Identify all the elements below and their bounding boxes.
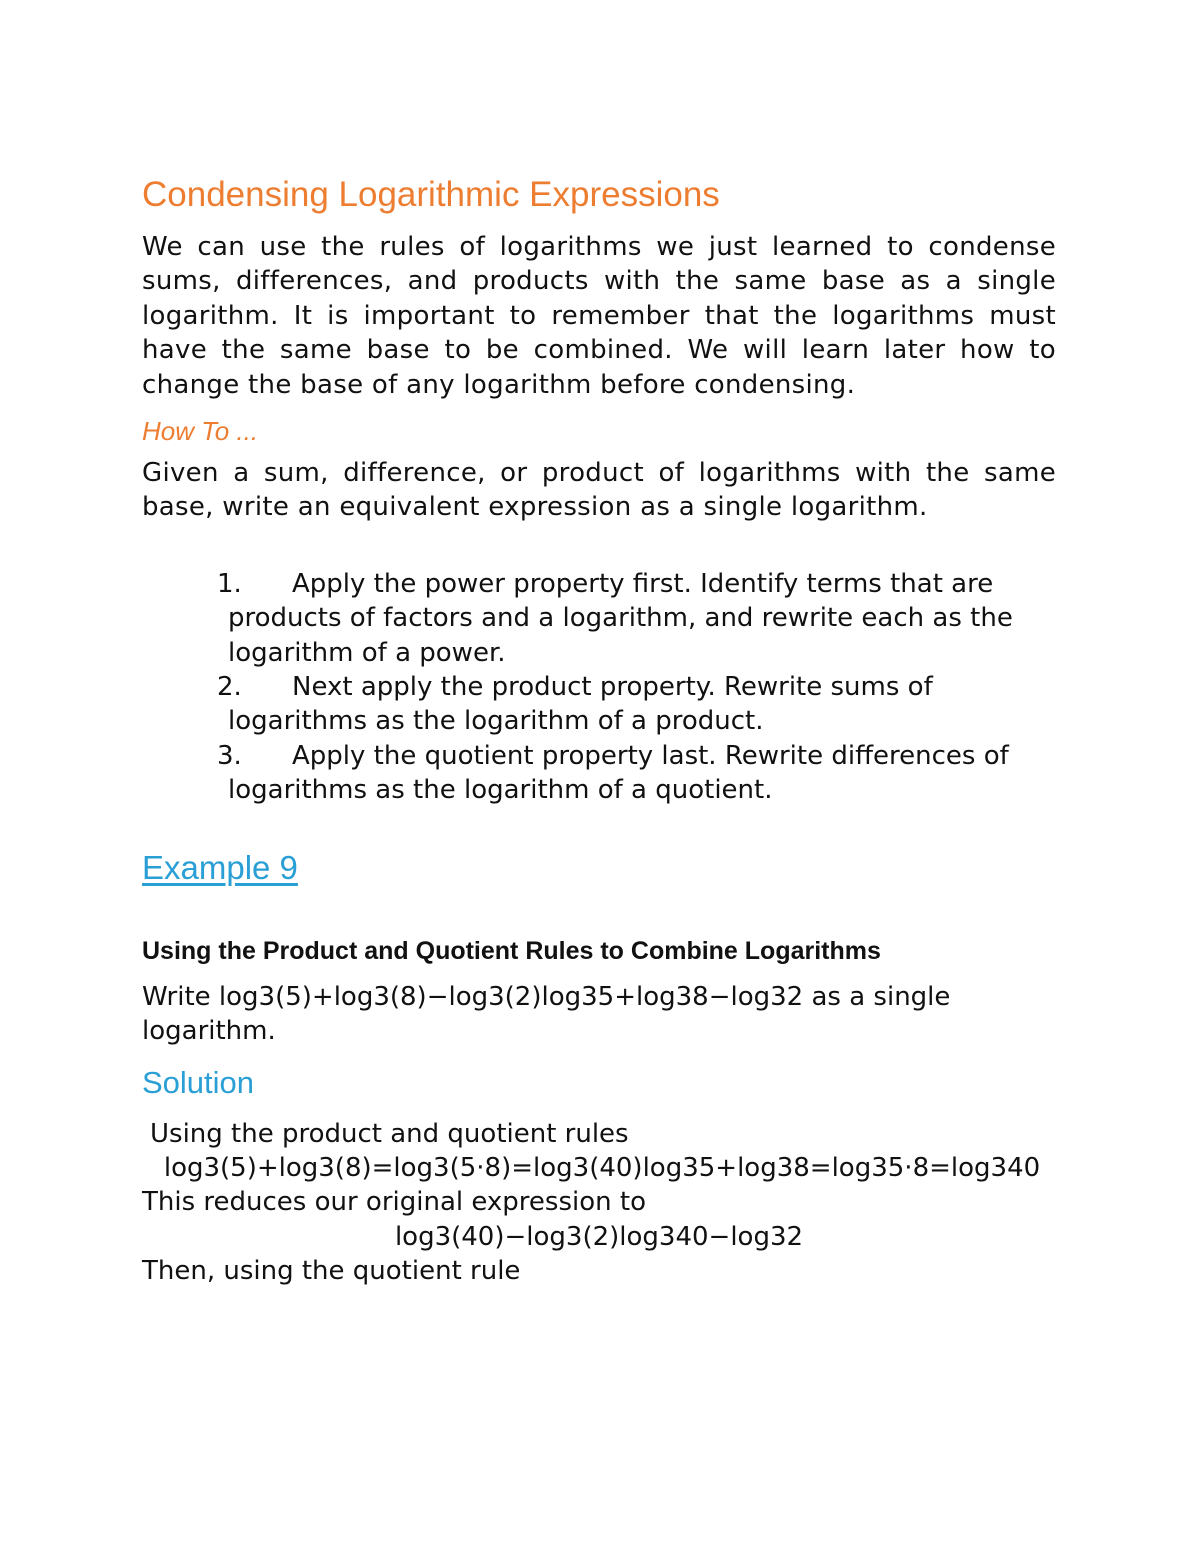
step-text: Apply the quotient property last. Rewrite differences of logarithms as the logarithm of a quotient.: [228, 740, 1009, 806]
example-heading: Using the Product and Quotient Rules to Combine Logarithms: [142, 936, 881, 965]
solution-intro: Using the product and quotient rules: [150, 1118, 629, 1149]
how-to-label: How To ...: [142, 416, 259, 447]
then-text: Then, using the quotient rule: [142, 1256, 521, 1287]
document-content: [142, 170, 1056, 1289]
intro-paragraph: We can use the rules of logarithms we just learned to condense sums, differences, and products with the same base as a single logarithm. It is important to remember that the logarithms must have the same base to be combined. We will learn later how to change the base of any logarithm before condensing.: [142, 232, 1056, 400]
how-to-text: Given a sum, difference, or product of logarithms with the same base, write an equivalent expression as a single logarithm.: [142, 458, 1056, 523]
equation-product: log3(5)+log3(8)=log3(5·8)=log3(40)log35+log38=log35·8=log340: [163, 1152, 1041, 1183]
step-number: 3.: [217, 740, 242, 771]
example-link[interactable]: Example 9: [142, 848, 298, 886]
solution-heading: Solution: [142, 1064, 255, 1100]
steps-list: [142, 567, 1056, 808]
section-title: Condensing Logarithmic Expressions: [142, 175, 720, 214]
step-text: Apply the power property first. Identify terms that are products of factors and a logarithm, and rewrite each as the logarithm of a power.: [228, 568, 1013, 668]
list-item: [217, 670, 1056, 739]
list-item: [217, 739, 1056, 808]
reduce-text: This reduces our original expression to: [142, 1187, 646, 1218]
example-prompt: Write log3(5)+log3(8)−log3(2)log35+log38−log32 as a single logarithm.: [142, 981, 951, 1047]
list-item: [217, 567, 1056, 670]
equation-reduced: log3(40)−log3(2)log340−log32: [394, 1221, 804, 1252]
step-number: 2.: [217, 672, 242, 703]
step-text: Next apply the product property. Rewrite sums of logarithms as the logarithm of a product.: [228, 672, 933, 737]
step-number: 1.: [217, 568, 242, 599]
